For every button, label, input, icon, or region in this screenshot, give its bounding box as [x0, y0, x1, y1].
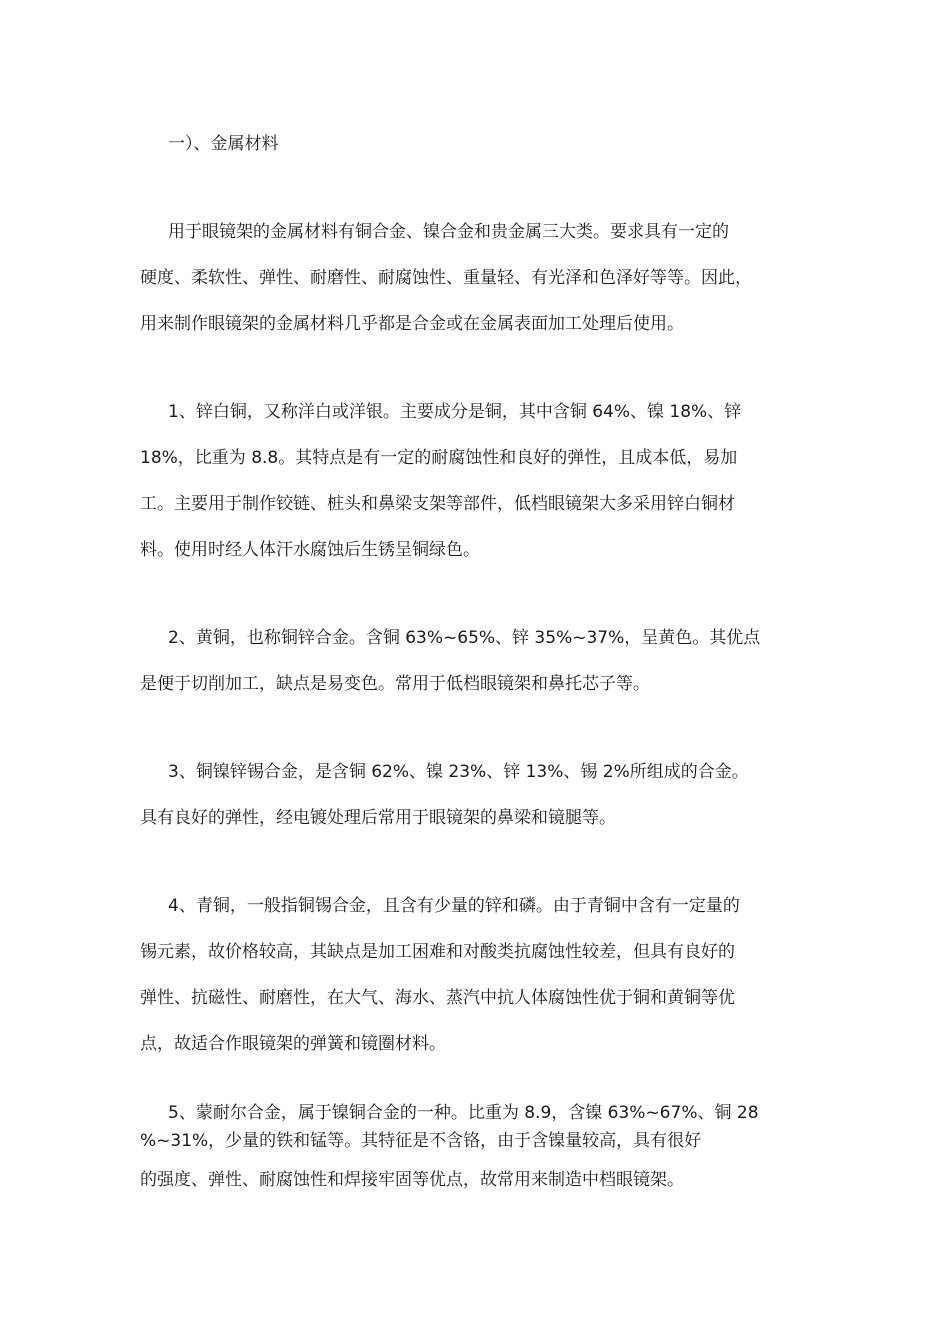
item-1-line: 料。使用时经人体汗水腐蚀后生锈呈铜绿色。: [140, 540, 480, 560]
item-1-line: 1、锌白铜，又称洋白或洋银。主要成分是铜，其中含铜 64%、镍 18%、锌: [168, 402, 742, 422]
item-2-line: 2、黄铜，也称铜锌合金。含铜 63%~65%、锌 35%~37%，呈黄色。其优点: [168, 628, 761, 648]
item-4-line: 锡元素，故价格较高，其缺点是加工困难和对酸类抗腐蚀性较差，但具有良好的: [140, 942, 735, 962]
item-5-line: 的强度、弹性、耐腐蚀性和焊接牢固等优点，故常用来制造中档眼镜架。: [140, 1170, 684, 1190]
intro-line: 硬度、柔软性、弹性、耐磨性、耐腐蚀性、重量轻、有光泽和色泽好等等。因此，: [140, 268, 752, 288]
intro-line: 用来制作眼镜架的金属材料几乎都是合金或在金属表面加工处理后使用。: [140, 314, 684, 334]
item-4-line: 弹性、抗磁性、耐磨性，在大气、海水、蒸汽中抗人体腐蚀性优于铜和黄铜等优: [140, 988, 735, 1008]
item-1-line: 工。主要用于制作铰链、桩头和鼻梁支架等部件，低档眼镜架大多采用锌白铜材: [140, 494, 735, 514]
item-5-line: %~31%，少量的铁和锰等。其特征是不含铬，由于含镍量较高，具有很好: [140, 1131, 702, 1151]
item-2-line: 是便于切削加工，缺点是易变色。常用于低档眼镜架和鼻托芯子等。: [140, 674, 650, 694]
item-1-line: 18%，比重为 8.8。其特点是有一定的耐腐蚀性和良好的弹性，且成本低，易加: [140, 448, 738, 468]
item-5-line: 5、蒙耐尔合金，属于镍铜合金的一种。比重为 8.9，含镍 63%~67%、铜 28: [168, 1103, 759, 1123]
section-heading: 一）、金属材料: [168, 134, 279, 154]
item-3-line: 具有良好的弹性，经电镀处理后常用于眼镜架的鼻梁和镜腿等。: [140, 808, 616, 828]
item-4-line: 点，故适合作眼镜架的弹簧和镜圈材料。: [140, 1034, 446, 1054]
item-4-line: 4、青铜，一般指铜锡合金，且含有少量的锌和磷。由于青铜中含有一定量的: [168, 896, 740, 916]
intro-line: 用于眼镜架的金属材料有铜合金、镍合金和贵金属三大类。要求具有一定的: [168, 222, 729, 242]
item-3-line: 3、铜镍锌锡合金，是含铜 62%、镍 23%、锌 13%、锡 2%所组成的合金。: [168, 762, 749, 782]
